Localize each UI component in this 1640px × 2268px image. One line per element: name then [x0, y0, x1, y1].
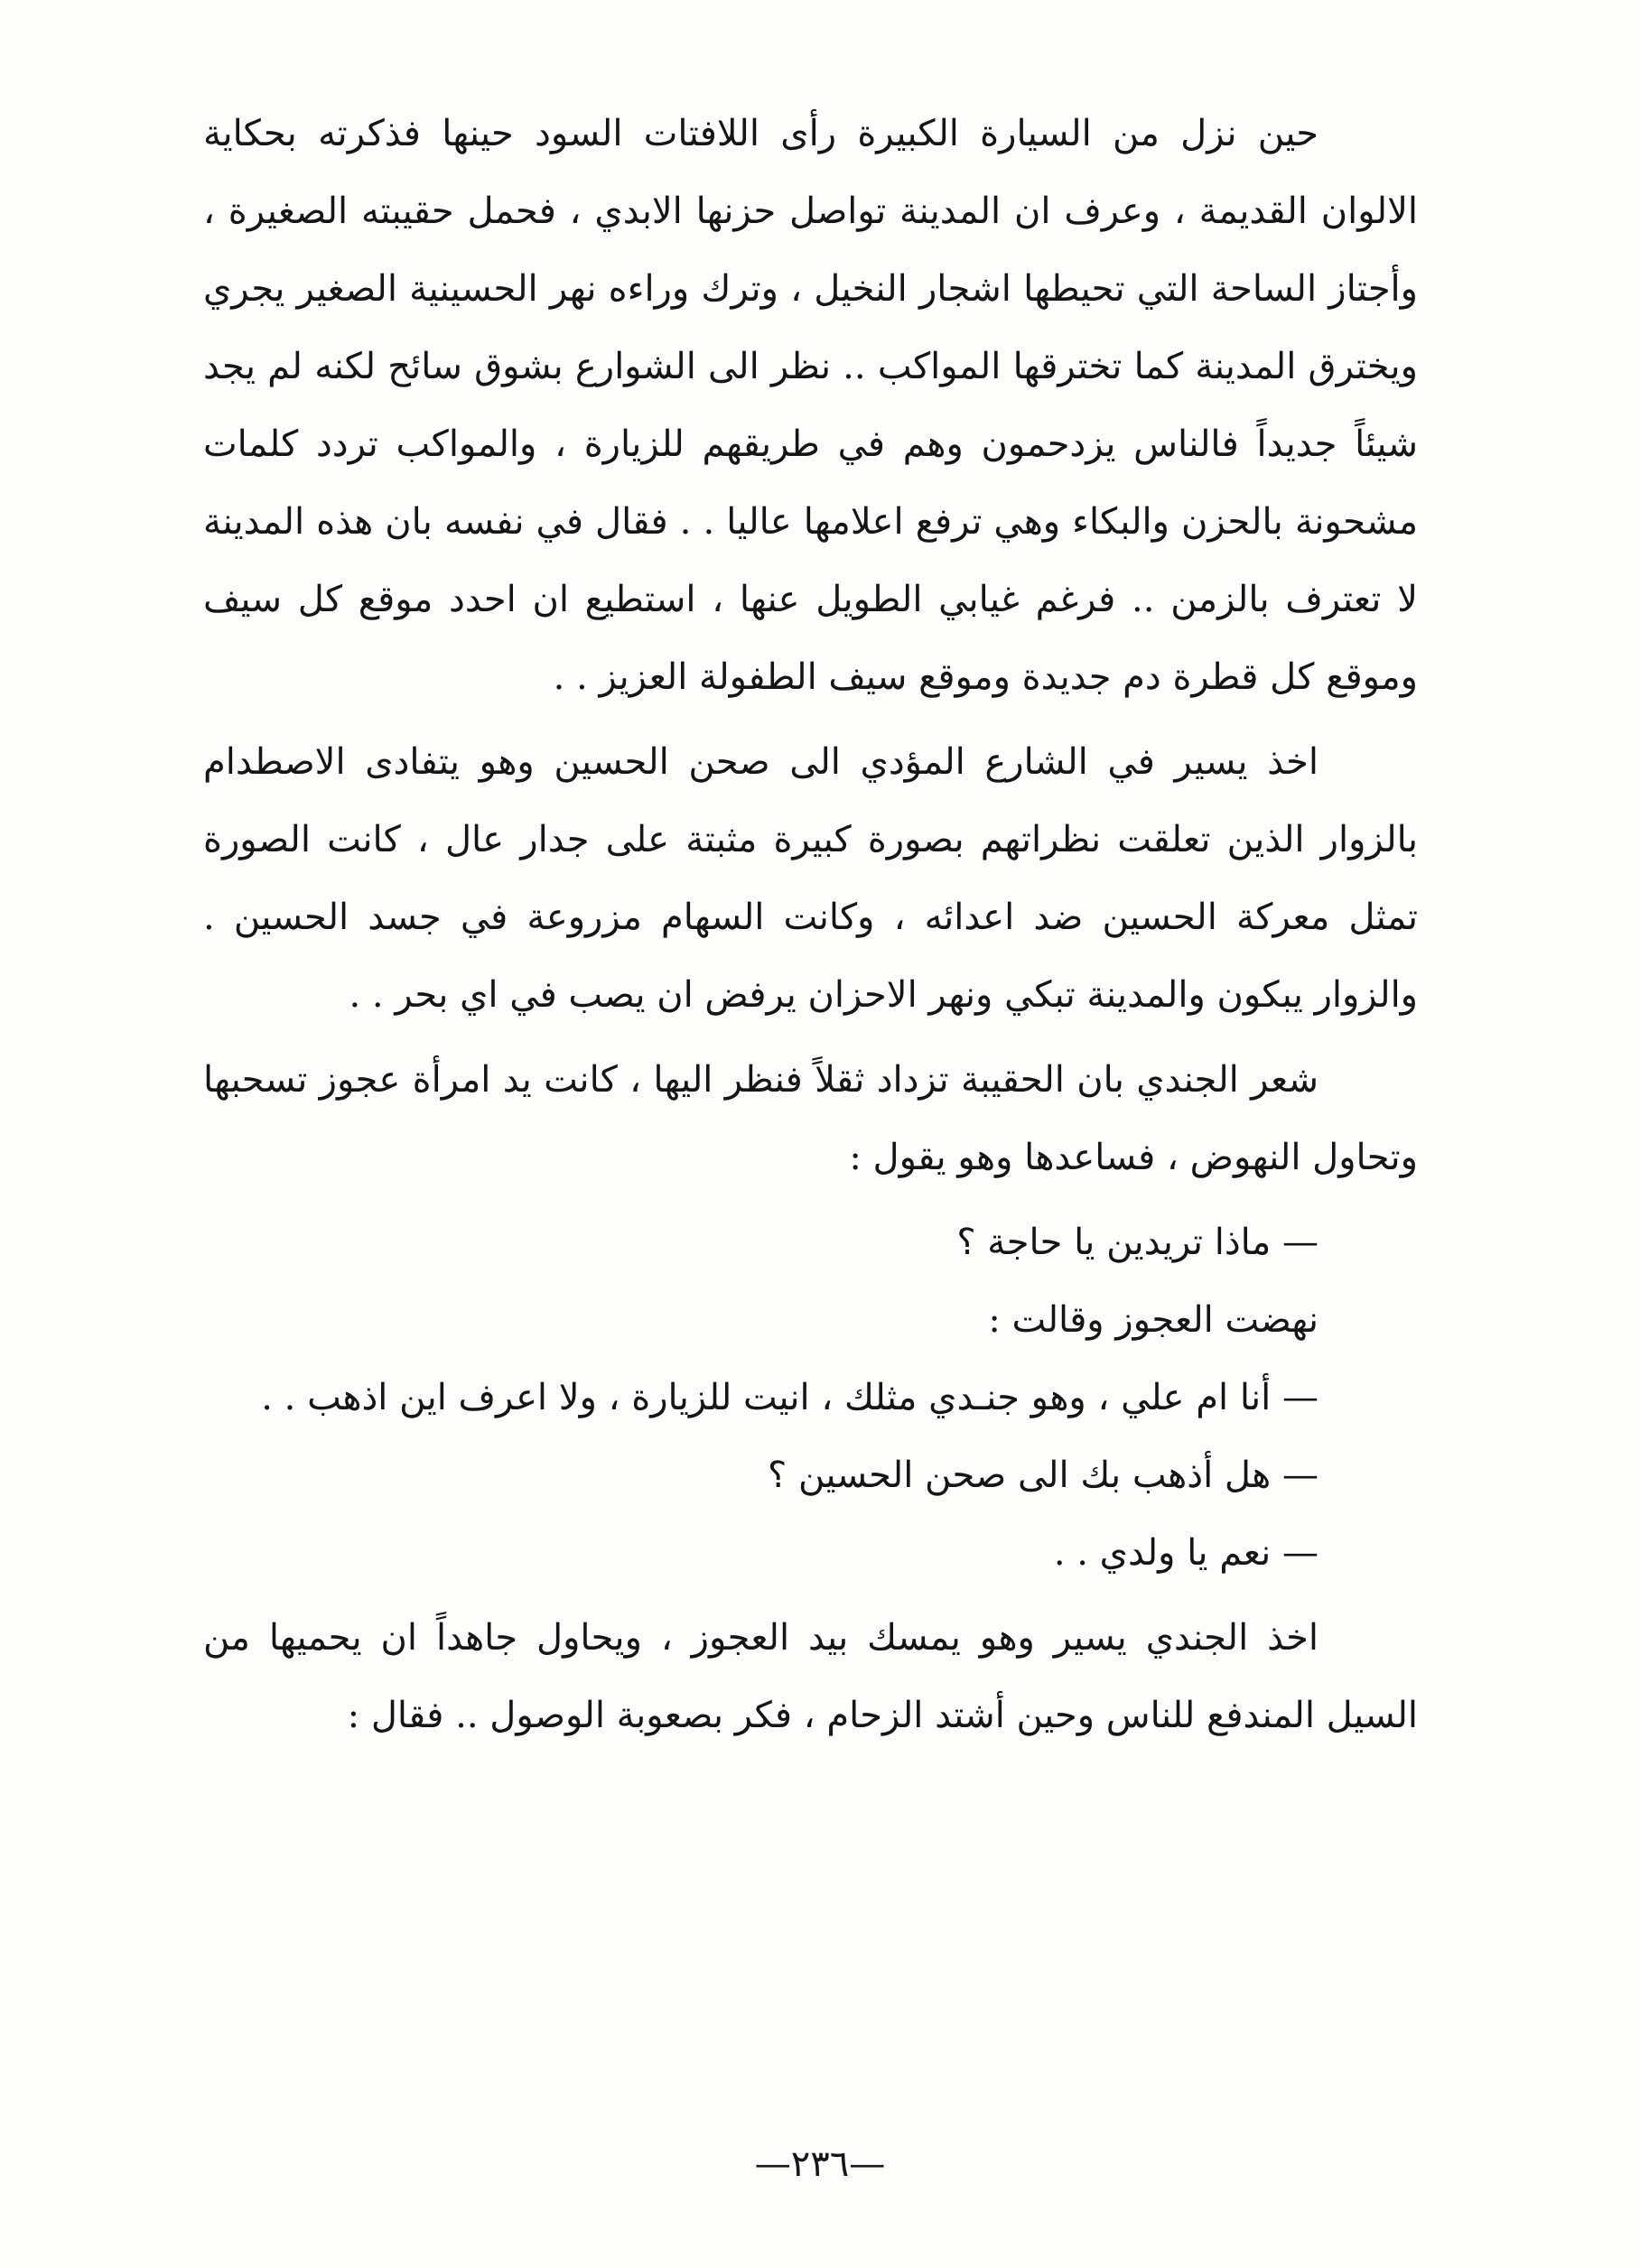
dialogue-line-1: — ماذا تريدين يا حاجة ؟: [956, 1222, 1319, 1263]
page-text: [203, 95, 1418, 1754]
dialogue-line-4: — نعم يا ولدي . .: [1053, 1532, 1319, 1574]
dialogue-line-3: — هل أذهب بك الى صحن الحسين ؟: [768, 1455, 1319, 1496]
dialogue-line-2: — أنا ام علي ، وهو جنـدي مثلك ، انيت للزيارة ، ولا اعرف اين اذهب . .: [261, 1377, 1319, 1418]
narration-line: نهضت العجوز وقالت :: [988, 1299, 1319, 1341]
paragraph-3: شعر الجندي بان الحقيبة تزداد ثقلاً فنظر اليها ، كانت يد امرأة عجوز تسحبها وتحاول النهوض ، فساعدها وهو يقول :: [203, 1059, 1418, 1178]
paragraph-2: اخذ يسير في الشارع المؤدي الى صحن الحسين وهو يتفادى الاصطدام بالزوار الذين تعلقت نظراتهم بصورة كبيرة مثبتة على جدار عال ، كانت الصورة تمثل معركة الحسين ضد اعدائه ، وكانت السهام مزروعة في جسد الحسين . والزوار يبكون والمدينة تبكي ونهر الاحزان يرفض ان يصب في اي بحر . .: [203, 741, 1418, 1016]
paragraph-1: حين نزل من السيارة الكبيرة رأى اللافتات السود حينها فذكرته بحكاية الالوان القديمة ، وعرف ان المدينة تواصل حزنها الابدي ، فحمل حقيبته الصغيرة ، وأجتاز الساحة التي تحيطها اشجار النخيل ، وترك وراءه نهر الحسينية الصغير يجري ويخترق المدينة كما تخترقها المواكب .. نظر الى الشوارع بشوق سائح لكنه لم يجد شيئاً جديداً فالناس يزدحمون وهم في طريقهم للزيارة ، والمواكب تردد كلمات مشحونة بالحزن والبكاء وهي ترفع اعلامها عاليا . . فقال في نفسه بان هذه المدينة لا تعترف بالزمن .. فرغم غيابي الطويل عنها ، استطيع ان احدد موقع كل سيف وموقع كل قطرة دم جديدة وموقع سيف الطفولة العزيز . .: [203, 113, 1419, 698]
closing-paragraph: اخذ الجندي يسير وهو يمسك بيد العجوز ، ويحاول جاهداً ان يحميها من السيل المندفع للناس وحين أشتد الزحام ، فكر بصعوبة الوصول .. فقال :: [203, 1617, 1418, 1736]
page-number: —٢٣٦—: [754, 2143, 886, 2185]
